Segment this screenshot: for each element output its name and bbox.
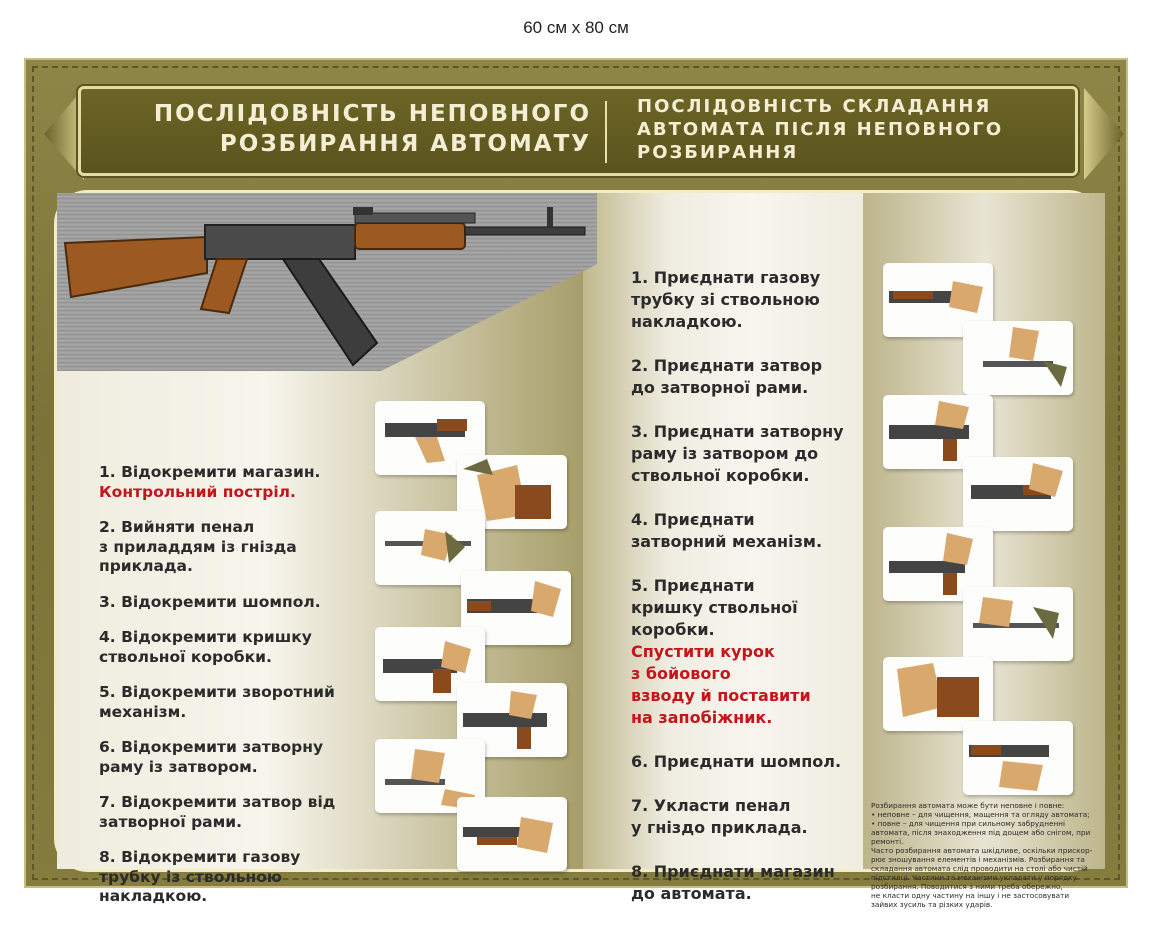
disassembly-step: 5. Відокремити зворотний механізм. [99,683,335,721]
disassembly-step-text: 1. Відокремити магазин. [99,463,321,481]
assembly-step: 3. Приєднати затворну раму із затвором до ствольної коробки. [631,422,844,485]
assembly-photo [883,657,993,731]
assembly-photo [963,457,1073,531]
assembly-photo [963,321,1073,395]
disassembly-title: ПОСЛІДОВНІСТЬ НЕПОВНОГО РОЗБИРАННЯ АВТОМАТУ [153,101,591,157]
assembly-step: 2. Приєднати затвор до затворної рами. [631,356,823,397]
disassembly-step: 4. Відокремити кришку ствольної коробки. [99,628,312,666]
disassembly-step: 6. Відокремити затворну раму із затвором. [99,738,324,776]
safety-note: Спустити курок з бойового взводу й поставити на запобіжник. [631,642,811,727]
assembly-step: 8. Приєднати магазин до автомата. [631,862,835,903]
assembly-step: 4. Приєднати затворний механізм. [631,510,823,551]
assembly-step: 7. Укласти пенал у гніздо приклада. [631,796,808,837]
disassembly-step [99,463,384,502]
control-shot-note: Контрольний постріл. [99,482,296,501]
assembly-step [631,575,901,729]
banner-divider [605,101,607,163]
assembly-step: 6. Приєднати шомпол. [631,752,842,771]
content-panel [54,190,1102,909]
assembly-photo [963,587,1073,661]
poster-board [24,58,1128,909]
disassembly-footnote: Розбирання автомата може бути неповне і повне: • неповне – для чищення, мащення та огляду автомата; • повне – для чищення при сильному забрудненні автомата, після знаходження під дощем або снігом, при ремонті. Часто розбирання автомата шкідливе, оскільки прискор- рює зношування елементів і механізмів. Розбирання та складання автомата слід проводити на столі або чистій підстилці. Частини та механізми укладати у порядку розбирання. Поводитися з ними треба обережно, не класти одну частину на іншу і не застосовувати зайвих зусиль та різких ударів. [871,801,1093,909]
disassembly-step: 3. Відокремити шомпол. [99,592,321,611]
assembly-step: 1. Приєднати газову трубку зі ствольною накладкою. [631,268,821,331]
assembly-title: ПОСЛІДОВНІСТЬ СКЛАДАННЯ АВТОМАТА ПІСЛЯ НЕПОВНОГО РОЗБИРАННЯ [637,96,1004,163]
disassembly-step: 8. Відокремити газову трубку із ствольною накладкою. [99,848,301,905]
title-banner [78,86,1078,176]
banner-right-ribbon [1084,88,1124,180]
assembly-steps [631,267,901,927]
assembly-photo [963,721,1073,795]
disassembly-steps [99,463,384,923]
rifle-illustration [57,193,597,393]
size-caption: 60 см х 80 см [523,18,629,37]
disassembly-step: 2. Вийняти пенал з приладдям із гнізда приклада. [99,518,297,575]
disassembly-photo [457,797,567,871]
disassembly-step: 7. Відокремити затвор від затворної рами. [99,793,336,831]
assembly-step-text: 5. Приєднати кришку ствольної коробки. [631,576,798,639]
